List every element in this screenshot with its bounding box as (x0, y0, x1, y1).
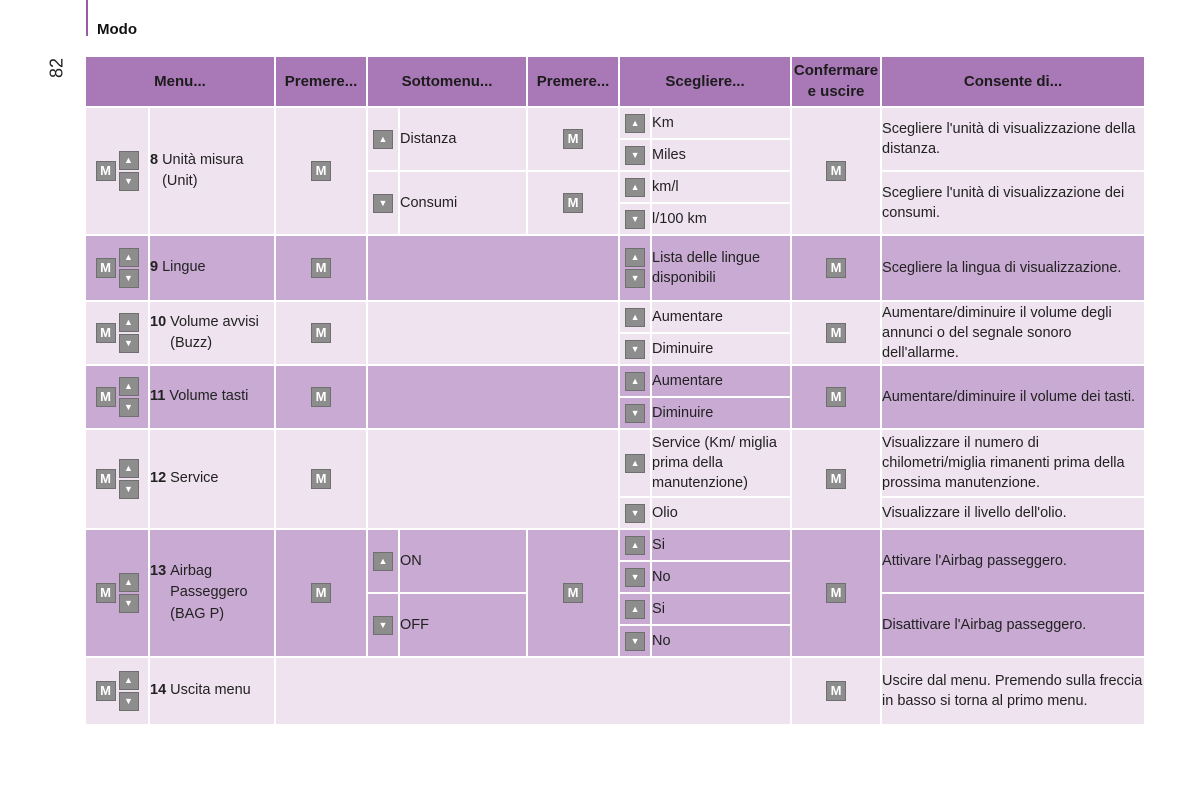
column-header-menu: Menu... (85, 56, 275, 107)
press-m-cell (527, 529, 619, 657)
arrow-down-icon: ▼ (373, 194, 393, 213)
menu-item-number: 11 (150, 388, 166, 405)
description: Aumentare/diminuire il volume degli annunci o del segnale sonoro dell'allarme. (881, 301, 1145, 365)
arrow-up-icon: ▲ (625, 372, 645, 391)
choice-arrow (619, 497, 651, 529)
arrow-down-icon: ▼ (625, 210, 645, 229)
submenu-label: Consumi (399, 171, 527, 235)
press-m-cell (275, 429, 367, 529)
choice-arrow (619, 429, 651, 497)
choice-arrow (619, 529, 651, 561)
menu-item-text: Volume tasti (169, 388, 249, 405)
menu-key-icons (85, 107, 149, 235)
m-key-icon: M (563, 193, 583, 213)
description: Scegliere l'unità di visualizzazione dei consumi. (881, 171, 1145, 235)
column-header-sottomenu: Sottomenu... (367, 56, 527, 107)
confirm-m-cell (791, 365, 881, 429)
empty-cell (367, 365, 619, 429)
menu-item-number: 9 (150, 259, 159, 276)
arrow-down-icon: ▼ (625, 568, 645, 587)
confirm-m-cell (791, 235, 881, 301)
arrow-down-icon: ▼ (119, 480, 139, 499)
description: Visualizzare il livello dell'olio. (881, 497, 1145, 529)
menu-key-icons (85, 235, 149, 301)
menu-item-number: 8 (150, 151, 159, 168)
menu-item-label (149, 365, 275, 429)
m-key-icon: M (826, 258, 846, 278)
confirm-m-cell (791, 301, 881, 365)
choice-label: Service (Km/ miglia prima della manutenzione) (651, 429, 791, 497)
empty-cell (367, 235, 619, 301)
m-key-icon: M (826, 323, 846, 343)
arrow-down-icon: ▼ (119, 692, 139, 711)
m-key-icon: M (96, 681, 116, 701)
menu-item-label (149, 429, 275, 529)
confirm-m-cell (791, 429, 881, 529)
table-row (85, 657, 1145, 725)
m-key-icon: M (311, 258, 331, 278)
arrow-up-icon: ▲ (625, 308, 645, 327)
menu-key-icons (85, 429, 149, 529)
choice-label: l/100 km (651, 203, 791, 235)
confirm-m-cell (791, 107, 881, 235)
m-key-icon: M (311, 469, 331, 489)
choice-arrow (619, 171, 651, 203)
m-key-icon: M (826, 469, 846, 489)
choice-arrow (619, 139, 651, 171)
arrow-down-icon: ▼ (119, 269, 139, 288)
press-m-cell (275, 235, 367, 301)
arrow-up-icon: ▲ (625, 454, 645, 473)
menu-item-number: 12 (150, 470, 167, 487)
empty-cell (275, 657, 791, 725)
m-key-icon: M (96, 258, 116, 278)
section-marker-bar (86, 0, 88, 36)
submenu-label: OFF (399, 593, 527, 657)
table-row (85, 365, 1145, 397)
choice-label: Miles (651, 139, 791, 171)
m-key-icon: M (563, 583, 583, 603)
arrow-down-icon: ▼ (373, 616, 393, 635)
menu-key-icons (85, 529, 149, 657)
menu-key-icons (85, 301, 149, 365)
press-m-cell (275, 529, 367, 657)
table-header-row (85, 56, 1145, 107)
menu-item-label (149, 235, 275, 301)
arrow-down-icon: ▼ (119, 594, 139, 613)
description: Uscire dal menu. Premendo sulla freccia in basso si torna al primo menu. (881, 657, 1145, 725)
menu-item-text: Unità misura (Unit) (162, 151, 244, 189)
submenu-arrow (367, 171, 399, 235)
arrow-up-icon: ▲ (373, 130, 393, 149)
submenu-label: ON (399, 529, 527, 593)
choice-label: Diminuire (651, 333, 791, 365)
choice-label: km/l (651, 171, 791, 203)
column-header-scegliere: Scegliere... (619, 56, 791, 107)
menu-item-text: Volume avvisi (Buzz) (170, 313, 259, 351)
arrow-up-icon: ▲ (625, 248, 645, 267)
choice-label: Si (651, 593, 791, 625)
choice-label: Aumentare (651, 301, 791, 333)
menu-item-text: Airbag Passeggero (BAG P) (170, 563, 248, 622)
table-row (85, 107, 1145, 139)
m-key-icon: M (96, 387, 116, 407)
menu-key-icons (85, 365, 149, 429)
choice-arrow (619, 107, 651, 139)
choice-label: Lista delle lingue disponibili (651, 235, 791, 301)
press-m-cell (275, 107, 367, 235)
arrow-down-icon: ▼ (625, 404, 645, 423)
press-m-cell (275, 301, 367, 365)
m-key-icon: M (96, 583, 116, 603)
menu-item-text: Service (170, 470, 219, 487)
menu-item-number: 10 (150, 313, 167, 330)
arrow-down-icon: ▼ (119, 334, 139, 353)
m-key-icon: M (826, 387, 846, 407)
press-m-cell (527, 171, 619, 235)
choice-arrow (619, 561, 651, 593)
arrow-up-icon: ▲ (119, 151, 139, 170)
arrow-up-icon: ▲ (119, 573, 139, 592)
arrow-down-icon: ▼ (625, 632, 645, 651)
column-header-consente: Consente di... (881, 56, 1145, 107)
menu-item-text: Lingue (162, 259, 206, 276)
description: Scegliere la lingua di visualizzazione. (881, 235, 1145, 301)
m-key-icon: M (826, 681, 846, 701)
arrow-up-icon: ▲ (625, 178, 645, 197)
arrow-up-icon: ▲ (625, 114, 645, 133)
arrow-up-icon: ▲ (373, 552, 393, 571)
description: Attivare l'Airbag passeggero. (881, 529, 1145, 593)
choice-arrow (619, 593, 651, 625)
menu-item-text: Uscita menu (170, 682, 251, 699)
arrow-up-icon: ▲ (119, 377, 139, 396)
column-header-premere-2: Premere... (527, 56, 619, 107)
arrow-up-icon: ▲ (119, 248, 139, 267)
table-row (85, 301, 1145, 333)
m-key-icon: M (563, 129, 583, 149)
choice-arrow (619, 333, 651, 365)
choice-arrow (619, 301, 651, 333)
submenu-arrow (367, 529, 399, 593)
page-number: 82 (46, 57, 67, 79)
menu-key-icons (85, 657, 149, 725)
choice-arrow (619, 625, 651, 657)
arrow-up-icon: ▲ (119, 313, 139, 332)
arrow-up-icon: ▲ (625, 600, 645, 619)
choice-label: Km (651, 107, 791, 139)
choice-label: Diminuire (651, 397, 791, 429)
confirm-m-cell (791, 529, 881, 657)
choice-arrow (619, 365, 651, 397)
menu-item-number: 14 (150, 682, 167, 699)
section-title: Modo (97, 21, 137, 38)
press-m-cell (275, 365, 367, 429)
empty-cell (367, 429, 619, 529)
submenu-label: Distanza (399, 107, 527, 171)
menu-item-label (149, 529, 275, 657)
empty-cell (367, 301, 619, 365)
m-key-icon: M (311, 161, 331, 181)
column-header-confermare: Confermare e uscire (791, 56, 881, 107)
choice-label: No (651, 625, 791, 657)
m-key-icon: M (826, 161, 846, 181)
choice-label: Si (651, 529, 791, 561)
submenu-arrow (367, 593, 399, 657)
arrow-up-icon: ▲ (625, 536, 645, 555)
arrow-down-icon: ▼ (119, 398, 139, 417)
settings-menu-table (84, 55, 1146, 726)
submenu-arrow (367, 107, 399, 171)
choice-label: Aumentare (651, 365, 791, 397)
arrow-up-icon: ▲ (119, 671, 139, 690)
m-key-icon: M (311, 387, 331, 407)
choice-label: Olio (651, 497, 791, 529)
arrow-down-icon: ▼ (119, 172, 139, 191)
table-row (85, 235, 1145, 301)
choice-arrow (619, 397, 651, 429)
m-key-icon: M (96, 469, 116, 489)
description: Disattivare l'Airbag passeggero. (881, 593, 1145, 657)
confirm-m-cell (791, 657, 881, 725)
column-header-premere: Premere... (275, 56, 367, 107)
m-key-icon: M (311, 323, 331, 343)
arrow-down-icon: ▼ (625, 504, 645, 523)
m-key-icon: M (311, 583, 331, 603)
menu-item-number: 13 (150, 563, 167, 580)
choice-arrow (619, 235, 651, 301)
arrow-down-icon: ▼ (625, 269, 645, 288)
press-m-cell (527, 107, 619, 171)
arrow-down-icon: ▼ (625, 146, 645, 165)
menu-item-label (149, 107, 275, 235)
choice-arrow (619, 203, 651, 235)
description: Scegliere l'unità di visualizzazione della distanza. (881, 107, 1145, 171)
arrow-down-icon: ▼ (625, 340, 645, 359)
table-row (85, 429, 1145, 497)
description: Visualizzare il numero di chilometri/miglia rimanenti prima della prossima manutenzione. (881, 429, 1145, 497)
m-key-icon: M (96, 323, 116, 343)
menu-item-label (149, 301, 275, 365)
description: Aumentare/diminuire il volume dei tasti. (881, 365, 1145, 429)
m-key-icon: M (826, 583, 846, 603)
m-key-icon: M (96, 161, 116, 181)
arrow-up-icon: ▲ (119, 459, 139, 478)
menu-item-label (149, 657, 275, 725)
table-row (85, 529, 1145, 561)
choice-label: No (651, 561, 791, 593)
